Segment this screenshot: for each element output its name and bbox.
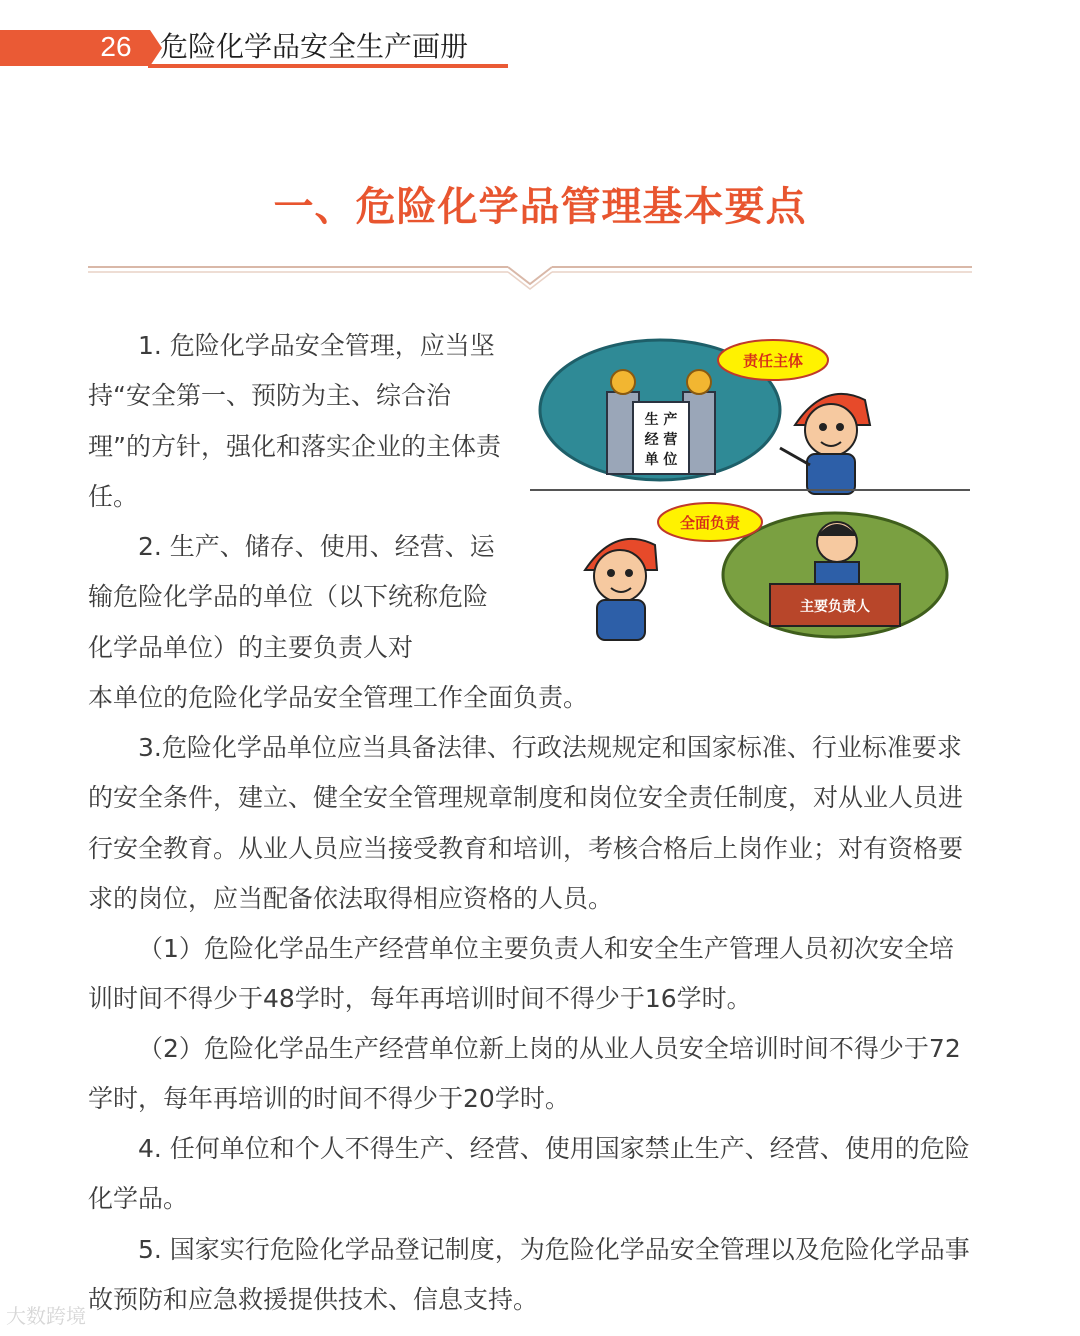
gate-sign-line-1: 生 产 xyxy=(644,412,678,428)
page-number: 26 xyxy=(100,31,132,62)
paragraph-2-continued: 本单位的危险化学品安全管理工作全面负责。 xyxy=(88,683,589,712)
illustration xyxy=(525,330,975,650)
gate-sign-line-2: 经 营 xyxy=(644,432,678,448)
paragraph-4: 4. 任何单位和个人不得生产、经营、使用国家禁止生产、经营、使用的危险化学品。 xyxy=(88,1134,970,1214)
paragraph-3-item-2: （2）危险化学品生产经营单位新上岗的从业人员安全培训时间不得少于72学时，每年再培训的时间不得少于20学时。 xyxy=(88,1034,961,1114)
worker-bottom xyxy=(585,539,657,640)
worker-top xyxy=(780,394,870,494)
paragraph-2: 2. 生产、储存、使用、经营、运输危险化学品的单位（以下统称危险化学品单位）的主要负责人对 xyxy=(88,532,495,662)
bubble-bottom-text: 全面负责 xyxy=(679,514,741,532)
watermark: 大数跨境 xyxy=(6,1304,86,1328)
bubble-responsibility xyxy=(718,340,828,380)
paragraph-3-item-1: （1）危险化学品生产经营单位主要负责人和安全生产管理人员初次安全培训时间不得少于48学时，每年再培训时间不得少于16学时。 xyxy=(88,934,954,1014)
desk-sign-text: 主要负责人 xyxy=(800,599,870,615)
paragraph-3: 3.危险化学品单位应当具备法律、行政法规规定和国家标准、行业标准要求的安全条件，建立、健全安全管理规章制度和岗位安全责任制度，对从业人员进行安全教育。从业人员应当接受教育和培训，考核合格后上岗作业；对有资格要求的岗位，应当配备依法取得相应资格的人员。 xyxy=(88,733,964,913)
title-divider xyxy=(88,262,972,292)
bubble-full-responsibility xyxy=(658,503,762,541)
paragraph-1: 1. 危险化学品安全管理，应当坚持“安全第一、预防为主、综合治理”的方针，强化和落实企业的主体责任。 xyxy=(88,331,501,511)
book-title: 危险化学品安全生产画册 xyxy=(160,30,469,63)
header-underline xyxy=(148,64,508,68)
paragraph-5: 5. 国家实行危险化学品登记制度，为危险化学品安全管理以及危险化学品事故预防和应急救援提供技术、信息支持。 xyxy=(88,1235,970,1315)
gate-sign-line-3: 单 位 xyxy=(644,452,678,468)
bubble-top-text: 责任主体 xyxy=(742,352,804,370)
section-title: 一、危险化学品管理基本要点 xyxy=(273,184,807,230)
